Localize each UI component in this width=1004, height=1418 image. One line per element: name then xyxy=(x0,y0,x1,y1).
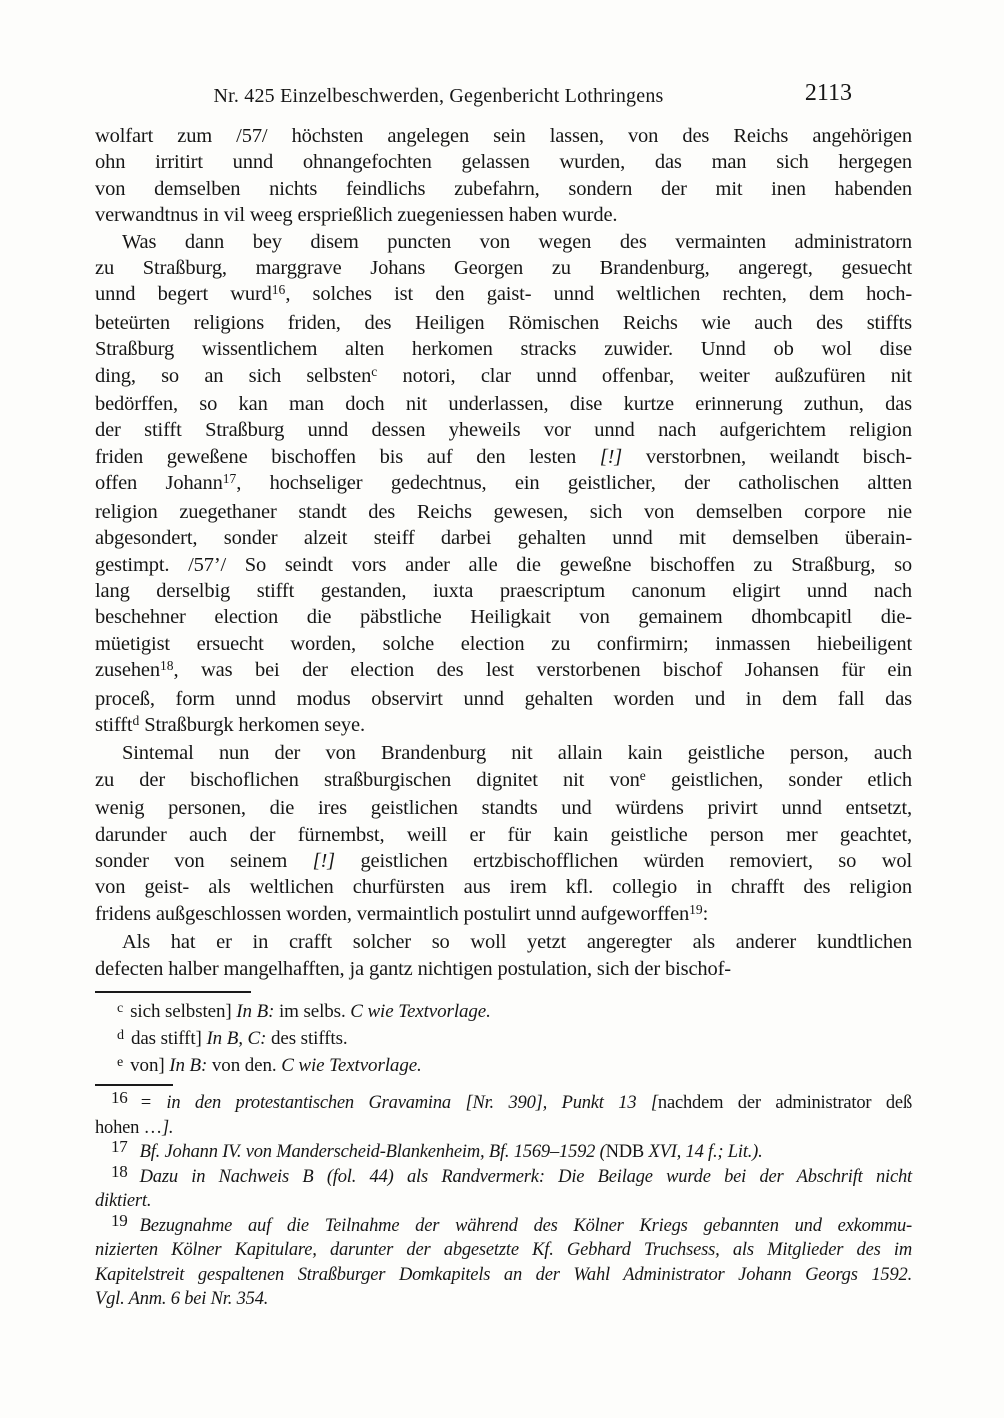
body-line: lang derselbig stifft gestanden, iuxta praescriptum canonum eligirt unnd nach xyxy=(95,579,912,602)
footnote-line: 16 = in den protestantischen Gravamina [Nr. 390], Punkt 13 [nachdem der administrator deß xyxy=(111,1088,912,1113)
page-number: 2113 xyxy=(804,80,852,106)
footnote xyxy=(95,1088,912,1140)
body-line: religion zuegethaner standt des Reichs gewesen, sich von demselben corpore nie xyxy=(95,500,912,523)
body-line: Was dann bey disem puncten von wegen des vermainten administratorn xyxy=(122,230,912,253)
body-line: zusehen$^{18}$, was bei der election des lest verstorbenen bischof Johansen für ein xyxy=(95,658,912,682)
body-line: defecten halber mangelhafften, ja gantz nichtigen postulation, sich der bischof- xyxy=(95,957,731,980)
apparatus-entry xyxy=(95,1053,912,1080)
apparatus-entry xyxy=(95,999,912,1026)
footnote xyxy=(95,1137,912,1165)
body-line: ding, so an sich selbsten$^c$ notori, clar unnd offenbar, weiter außzufüren nit xyxy=(95,363,912,387)
body-line: unnd begert wurd$^{16}$, solches ist den gaist- unnd weltlichen rechten, dem hoch- xyxy=(95,282,913,306)
body-line: bedörffen, so kan man doch nit underlassen, dise kurtze erinnerung zuthun, das xyxy=(95,393,912,416)
body-line: zu Straßburg, marggrave Johans Georgen zu Brandenburg, angeregt, gesuecht xyxy=(95,257,912,280)
apparatus-entry xyxy=(95,1026,912,1053)
footnote-line: 18 Dazu in Nachweis B (fol. 44) als Randvermerk: Die Beilage wurde bei der Abschrift nicht xyxy=(111,1161,912,1187)
footnote-line: 17 Bf. Johann IV. von Manderscheid-Blankenheim, Bf. 1569–1592 (NDB XVI, 14 f.; Lit.). xyxy=(111,1137,763,1162)
apparatus-separator-rule xyxy=(95,991,251,993)
body-line: friden geweßene bischoffen bis auf den lesten [!] verstorbnen, weilandt bisch- xyxy=(95,445,912,468)
note-marker: e xyxy=(117,1053,124,1070)
body-line: darunder auch der fürnembst, weill er für kain geistliche person mer geachtet, xyxy=(95,823,912,846)
running-head xyxy=(95,80,912,110)
apparatus-entry-line: $^c$ sich selbsten] In B: im selbs. C wie Textvorlage. xyxy=(117,999,491,1022)
footnote-line: hohen …]. xyxy=(95,1117,174,1138)
text-block xyxy=(95,80,913,1312)
note-marker: 16 xyxy=(111,1088,128,1108)
body-line: Als hat er in crafft solcher so woll yetzt angeregter als anderer kundtlichen xyxy=(122,931,912,954)
body-line: Sintemal nun der von Brandenburg nit allain kain geistliche person, auch xyxy=(122,742,912,765)
footnote-line: nizierten Kölner Kapitulare, darunter der abgesetzte Kf. Gebhard Truchsess, als Mitglieder des im xyxy=(95,1240,912,1260)
footnote-separator-rule xyxy=(95,1084,173,1086)
note-marker: c xyxy=(117,999,124,1016)
apparatus-entry-line: $^d$ das stifft] In B, C: des stiffts. xyxy=(117,1026,348,1049)
body-line: beschehner election die päbstliche Heiligkait von gemainem dhombcapitl die- xyxy=(95,606,912,629)
footnote xyxy=(95,1161,912,1214)
body-line: ohn irritirt unnd ohnangefochten gelassen wurden, das man sich hergegen xyxy=(95,151,912,174)
body-line: Straßburg wissentlichem alten herkomen stracks zuwider. Unnd ob wol dise xyxy=(95,338,912,361)
body-line: von geist- als weltlichen churfürsten aus irem kfl. collegio in chrafft des religion xyxy=(95,876,912,899)
running-title: Nr. 425 Einzelbeschwerden, Gegenbericht Lothringens xyxy=(213,85,664,107)
note-marker: 18 xyxy=(111,1161,128,1181)
body-line: von demselben nichts feindlichs zubefahrn, sondern der mit inen habenden xyxy=(95,177,912,200)
footnote-line: Vgl. Anm. 6 bei Nr. 354. xyxy=(95,1289,269,1309)
apparatus xyxy=(95,999,912,1080)
body-line: gestimpt. /57’/ So seindt vors ander alle die geweßne bischoffen zu Straßburg, so xyxy=(95,553,912,576)
note-marker: d xyxy=(117,1026,124,1043)
body-text xyxy=(95,123,912,982)
body-line: wenig personen, die ires geistlichen standts und würdens privirt unnd entsetzt, xyxy=(95,797,912,820)
body-line: zu der bischoflichen straßburgischen dignitet nit von$^e$ geistlichen, sonder etlich xyxy=(95,767,912,791)
body-line: wolfart zum /57/ höchsten angelegen sein lassen, von des Reichs angehörigen xyxy=(95,125,912,147)
footnote xyxy=(95,1210,912,1312)
body-line: fridens außgeschlossen worden, vermaintlich postulirt unnd aufgeworffen$^{19}$: xyxy=(95,901,709,925)
body-line: verwandtnus in vil weeg ersprießlich zuegeniessen haben wurde. xyxy=(95,204,618,227)
footnotes xyxy=(95,1088,912,1312)
body-line: der stifft Straßburg unnd dessen yheweils vor unnd nach aufgerichtem religion xyxy=(95,419,912,442)
footnote-line: 19 Bezugnahme auf die Teilnahme der während des Kölner Kriegs gebannten und exkommu- xyxy=(111,1210,912,1236)
note-marker: 19 xyxy=(111,1210,128,1230)
body-line: proceß, form unnd modus observirt unnd gehalten worden und in dem fall das xyxy=(95,687,912,710)
body-line: beteürten religions friden, des Heiligen Römischen Reichs wie auch des stiffts xyxy=(95,311,912,334)
body-line: abgesondert, sonder alzeit steiff darbei gehalten unnd mit demselben überain- xyxy=(95,527,912,550)
footnote-line: diktiert. xyxy=(95,1191,152,1211)
footnote-line: Kapitelstreit gespaltenen Straßburger Domkapitels an der Wahl Administrator Johann Georgs 1592. xyxy=(95,1264,912,1285)
body-line: stifft$^d$ Straßburgk herkomen seye. xyxy=(95,712,365,736)
body-line: müetigist ersuecht worden, solche election zu confirmirn; inmassen hiebeiligent xyxy=(95,632,912,655)
apparatus-entry-line: $^e$ von] In B: von den. C wie Textvorlage. xyxy=(117,1053,422,1076)
note-marker: 17 xyxy=(111,1137,128,1157)
body-line: offen Johann$^{17}$, hochseliger gedechtnus, ein geistlicher, der catholischen altten xyxy=(95,471,912,495)
body-line: sonder von seinem [!] geistlichen ertzbischofflichen würden removiert, so wol xyxy=(95,849,912,872)
